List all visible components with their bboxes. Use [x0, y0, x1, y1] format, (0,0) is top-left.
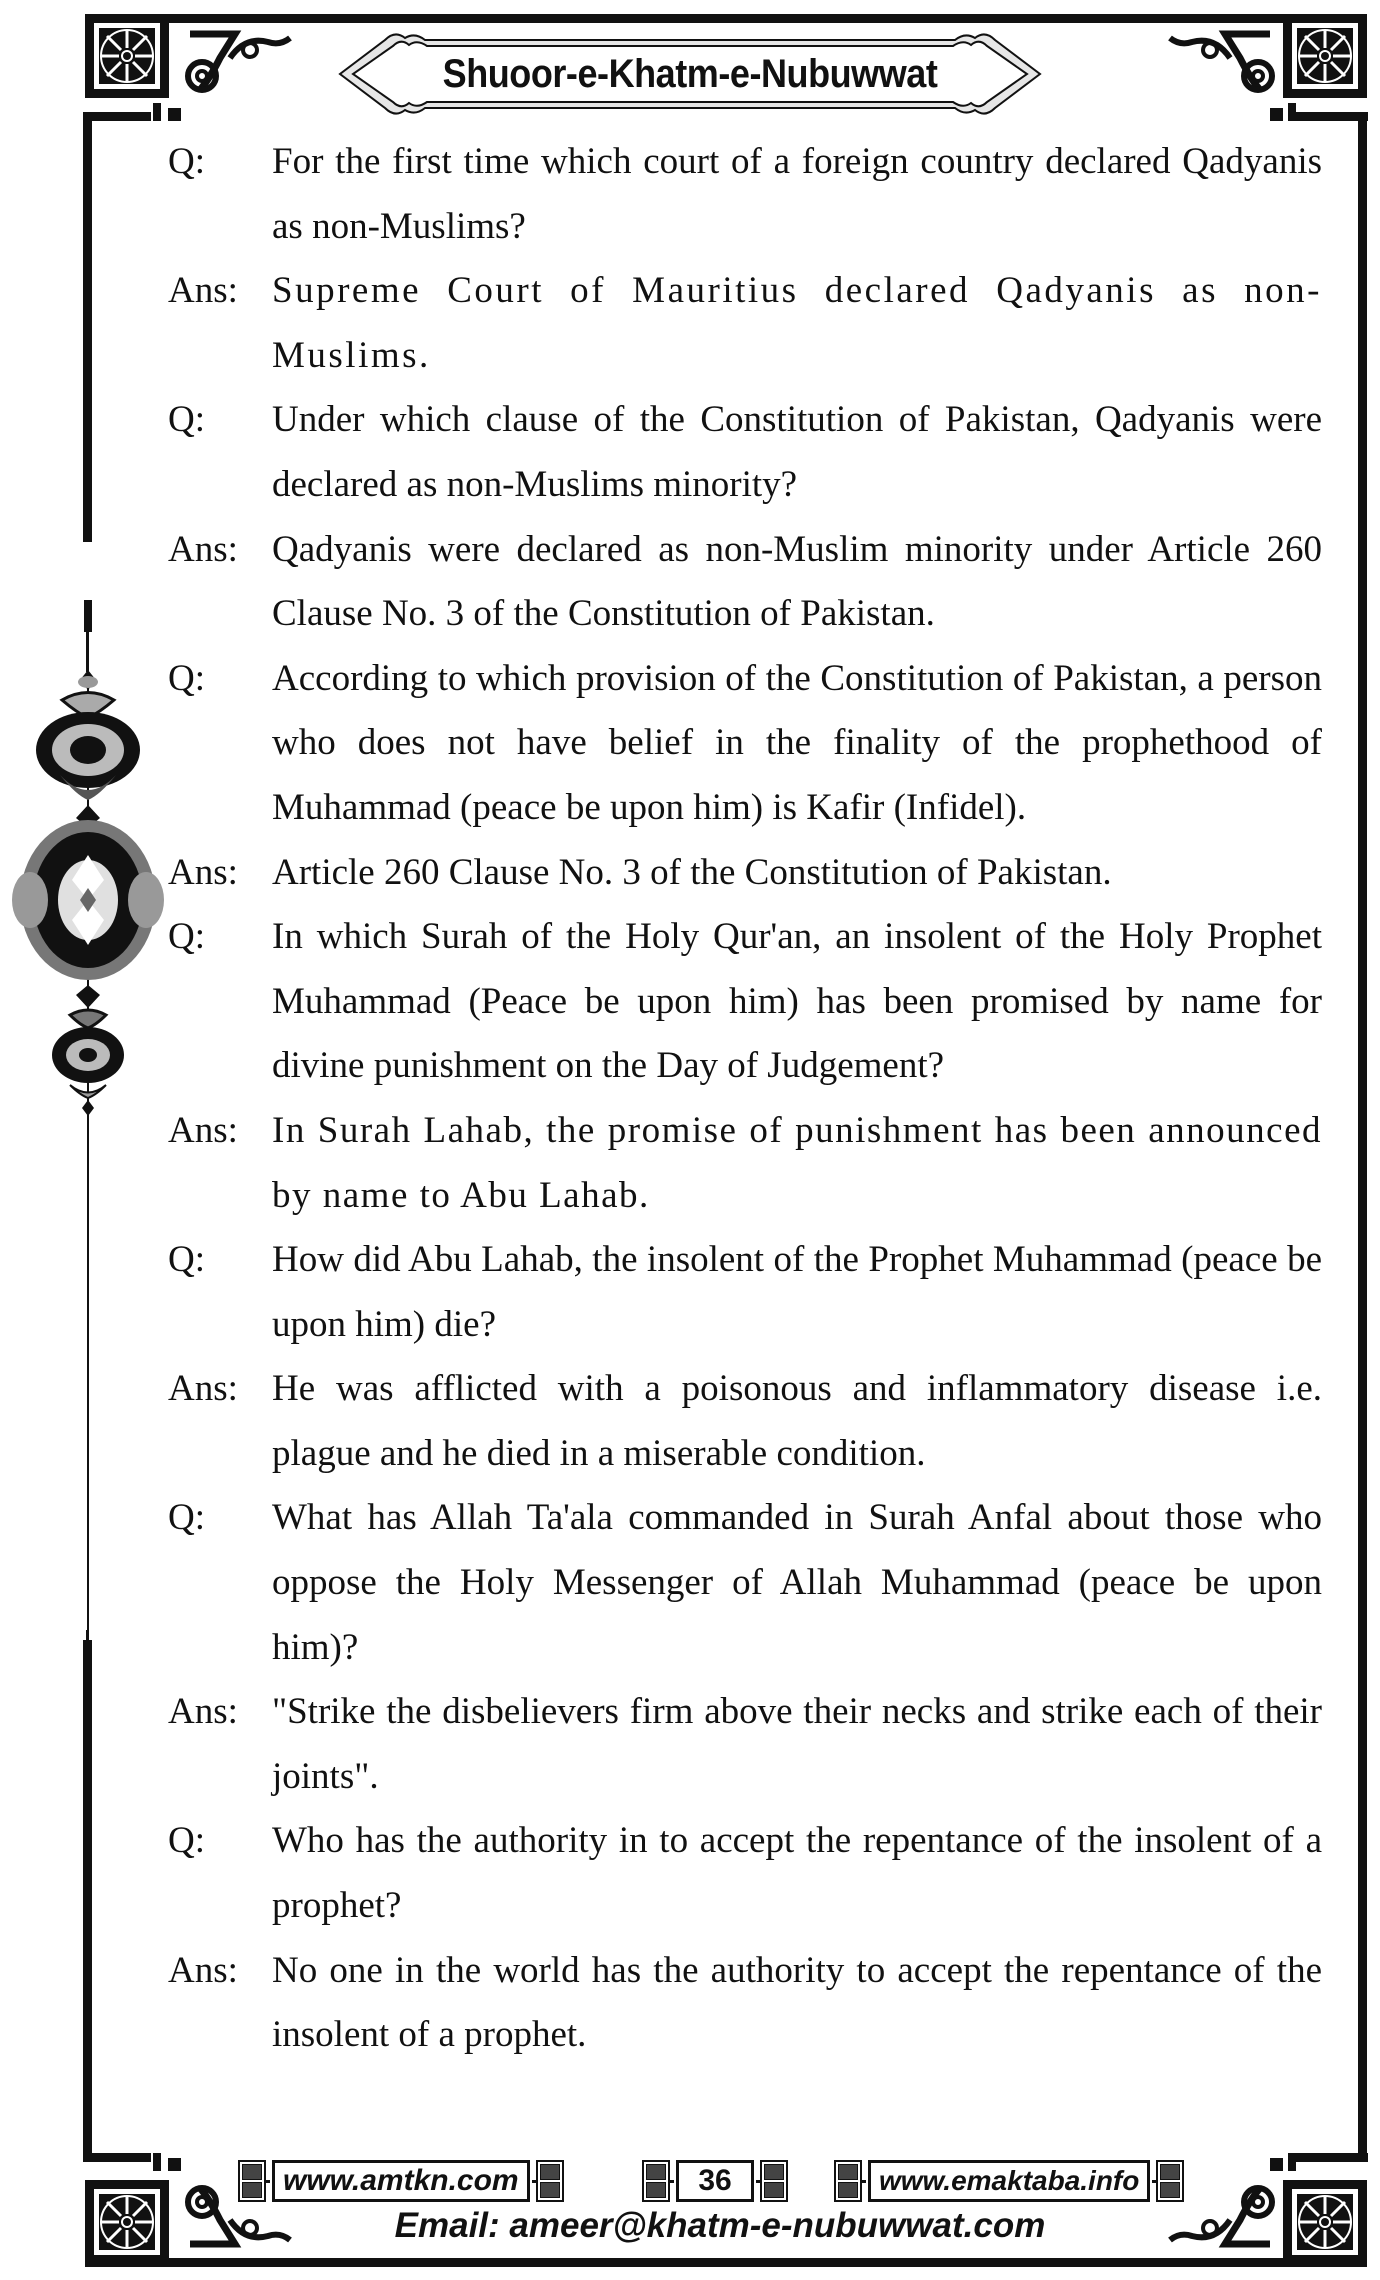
qa-question: [168, 647, 1322, 841]
border-dot: [1270, 108, 1283, 121]
entry-label: Ans:: [168, 528, 238, 570]
scroll-ornament-icon: [180, 28, 300, 98]
entry-label: Q:: [168, 916, 205, 958]
entry-text: How did Abu Lahab, the insolent of the Prophet Muhammad (peace be upon him) die?: [272, 1239, 1322, 1345]
corner-top-left: [85, 14, 169, 98]
qa-question: [168, 1809, 1322, 1938]
inner-bottom-right-border: [1296, 2153, 1368, 2162]
tile-ornament-icon: [760, 2160, 788, 2202]
tile-ornament-icon: [238, 2160, 266, 2202]
qa-answer: [168, 841, 1322, 906]
inner-top-left-border: [83, 112, 151, 121]
corner-bottom-left: [85, 2180, 169, 2264]
qa-answer: [168, 259, 1322, 388]
qa-question: [168, 1486, 1322, 1680]
tile-ornament-icon: [1156, 2160, 1184, 2202]
entry-text: Article 260 Clause No. 3 of the Constitution of Pakistan.: [272, 851, 1112, 893]
entry-text: Who has the authority in to accept the repentance of the insolent of a prophet?: [272, 1820, 1322, 1927]
border-dot: [168, 108, 181, 121]
entry-label: Q:: [168, 141, 205, 182]
tile-ornament-icon: [642, 2160, 670, 2202]
entry-label: Q:: [168, 1239, 205, 1281]
qa-answer: [168, 1099, 1322, 1228]
left-border-bottom: [83, 1640, 92, 2162]
qa-question: [168, 905, 1322, 1099]
inner-bottom-left-border: [83, 2153, 151, 2162]
footer-website-left: [238, 2160, 564, 2202]
entry-label: Q:: [168, 1820, 205, 1862]
qa-answer: [168, 518, 1322, 647]
website-link-amtkn[interactable]: www.amtkn.com: [272, 2160, 530, 2202]
right-border: [1358, 112, 1367, 2162]
entry-text: For the first time which court of a foreign country declared Qadyanis as non-Muslims?: [272, 141, 1322, 247]
qa-question: [168, 1228, 1322, 1357]
entry-text: What has Allah Ta'ala commanded in Surah Anfal about those who oppose the Holy Messenger of Allah Muhammad (peace be upon him)?: [272, 1497, 1322, 1668]
rosette-icon: [1297, 2194, 1353, 2250]
qa-question: [168, 388, 1322, 517]
entry-label: Q:: [168, 399, 205, 441]
entry-text: According to which provision of the Constitution of Pakistan, a person who does not have belief in the finality of the prophethood of Muhammad (peace be upon him) is Kafir (Infidel).: [272, 657, 1322, 828]
corner-top-right: [1283, 14, 1367, 98]
entry-label: Ans:: [168, 1691, 238, 1733]
tile-ornament-icon: [536, 2160, 564, 2202]
footer-page-number: [642, 2160, 788, 2202]
entry-text: Supreme Court of Mauritius declared Qadyanis as non-Muslims.: [272, 270, 1322, 376]
entry-text: In Surah Lahab, the promise of punishment has been announced by name to Abu Lahab.: [272, 1109, 1322, 1216]
border-notch: [153, 103, 161, 121]
entry-label: Ans:: [168, 270, 238, 312]
top-border: [85, 14, 1367, 23]
entry-text: In which Surah of the Holy Qur'an, an insolent of the Holy Prophet Muhammad (Peace be upon him) has been promised by name for divine punishment on the Day of Judgement?: [272, 916, 1322, 1087]
website-link-emaktaba[interactable]: www.emaktaba.info: [868, 2160, 1150, 2202]
page-number: 36: [676, 2160, 754, 2202]
entry-label: Q:: [168, 657, 205, 699]
corner-bottom-right: [1283, 2180, 1367, 2264]
border-notch: [1288, 103, 1296, 121]
qa-answer: [168, 1939, 1322, 2068]
rosette-icon: [99, 28, 155, 84]
entry-text: No one in the world has the authority to accept the repentance of the insolent of a prophet.: [272, 1949, 1322, 2056]
bottom-border: [85, 2258, 1367, 2267]
entry-label: Ans:: [168, 851, 238, 893]
left-border-top: [83, 112, 92, 542]
border-notch: [1288, 2153, 1296, 2171]
tile-ornament-icon: [834, 2160, 862, 2202]
border-dot: [1270, 2158, 1283, 2171]
footer-website-right: [834, 2160, 1184, 2202]
rosette-icon: [1297, 28, 1353, 84]
entry-label: Q:: [168, 1497, 205, 1539]
qa-question: [168, 130, 1322, 259]
scroll-ornament-icon: [1160, 28, 1280, 98]
entry-text: "Strike the disbelievers firm above their necks and strike each of their joints".: [272, 1691, 1322, 1797]
qa-answer: [168, 1357, 1322, 1486]
entry-label: Ans:: [168, 1949, 238, 1991]
border-notch: [153, 2153, 161, 2171]
entry-text: He was afflicted with a poisonous and inflammatory disease i.e. plague and he died in a miserable condition.: [272, 1368, 1322, 1474]
entry-label: Ans:: [168, 1368, 238, 1410]
qa-list: [168, 130, 1322, 2068]
qa-answer: [168, 1680, 1322, 1809]
entry-text: Under which clause of the Constitution of Pakistan, Qadyanis were declared as non-Muslims minority?: [272, 399, 1322, 505]
title-banner: [335, 28, 1045, 120]
footer-email[interactable]: Email: ameer@khatm-e-nubuwwat.com: [394, 2206, 1046, 2245]
rosette-icon: [99, 2194, 155, 2250]
border-dot: [168, 2158, 181, 2171]
entry-label: Ans:: [168, 1109, 238, 1151]
page-title: Shuoor-e-Khatm-e-Nubuwwat: [442, 51, 938, 96]
entry-text: Qadyanis were declared as non-Muslim minority under Article 260 Clause No. 3 of the Constitution of Pakistan.: [272, 528, 1322, 635]
